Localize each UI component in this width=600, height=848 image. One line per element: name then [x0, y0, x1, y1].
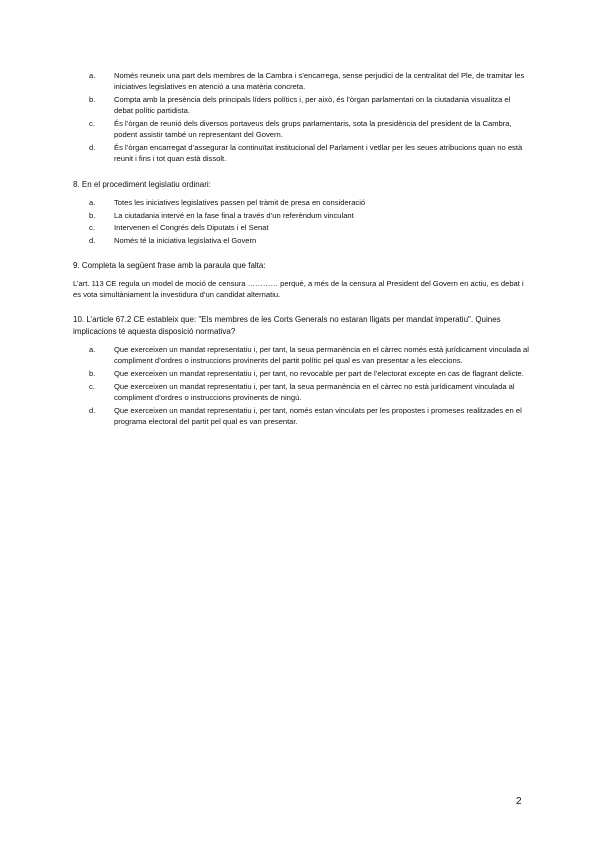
question-8: [73, 179, 531, 247]
option-7c: c. És l’òrgan de reunió dels diversos portaveus dels grups parlamentaris, sota la presidència del president de la Cambra, podent assistir també un representant del Govern.: [89, 119, 512, 140]
option-10b: b. Que exerceixen un mandat representatiu i, per tant, no revocable per part de l’electorat excepte en cas de flagrant delicte.: [89, 368, 524, 378]
page-number: 2: [516, 796, 522, 807]
question-8-options: [73, 197, 531, 247]
question-10: [73, 314, 531, 427]
option-7a: a. Només reuneix una part dels membres de la Cambra i s’encarrega, sense perjudici de la centralitat del Ple, de tramitar les iniciatives legislatives en atenció a una matèria concreta.: [89, 71, 525, 92]
question-7-options: [73, 70, 531, 165]
option-8b: b. La ciutadania intervé en la fase final a través d’un referèndum vinculant: [89, 210, 354, 220]
option-7b: b. Compta amb la presència dels principals líders polítics i, per això, és l’òrgan parlamentari on la ciutadania visualitza el debat polític partidista.: [89, 95, 511, 116]
option-8d: d. Només té la iniciativa legislativa el Govern: [89, 236, 257, 246]
option-8c: c. Intervenen el Congrés dels Diputats i el Senat: [89, 223, 269, 233]
question-8-text: 8. En el procediment legislatiu ordinari:: [73, 179, 211, 189]
option-10d: d. Que exerceixen un mandat representatiu i, per tant, només estan vinculats per les propostes i promeses realitzades en el programa electoral del partit pel qual es van presentar.: [89, 405, 522, 427]
question-10-options: [73, 344, 531, 427]
question-9-text: 9. Completa la següent frase amb la paraula que falta:: [73, 260, 266, 270]
option-8a: a. Totes les iniciatives legislatives passen pel tràmit de presa en consideració: [89, 197, 366, 207]
question-9-sentence: L’art. 113 CE regula un model de moció de censura ………… perquè, a més de la censura al President del Govern en actiu, es debat i es vota simultàniament la investidura d’un candidat alternatiu.: [73, 278, 524, 300]
option-10a: a. Que exerceixen un mandat representatiu i, per tant, la seua permanència en el càrrec només està jurídicament vinculada al compliment d’ordres o instruccions provinents del partit polític pel qual es van presentar a les eleccions.: [89, 344, 529, 365]
option-10c: c. Que exerceixen un mandat representatiu i, per tant, la seua permanència en el càrrec no està jurídicament vinculada al compliment d’ordres o instruccions provinents de ningú.: [89, 381, 515, 402]
option-7d: d. És l’òrgan encarregat d’assegurar la continuïtat institucional del Parlament i vetllar per les seues atribucions quan no està reunit i fins i tot quan està dissolt.: [89, 143, 523, 164]
question-9: [73, 260, 531, 301]
question-10-text: 10. L’article 67.2 CE estableix que: "Els membres de les Corts Generals no estaran lligats per mandat imperatiu". Quines implicacions té aquesta disposició normativa?: [73, 314, 501, 336]
page-content: [73, 70, 531, 429]
